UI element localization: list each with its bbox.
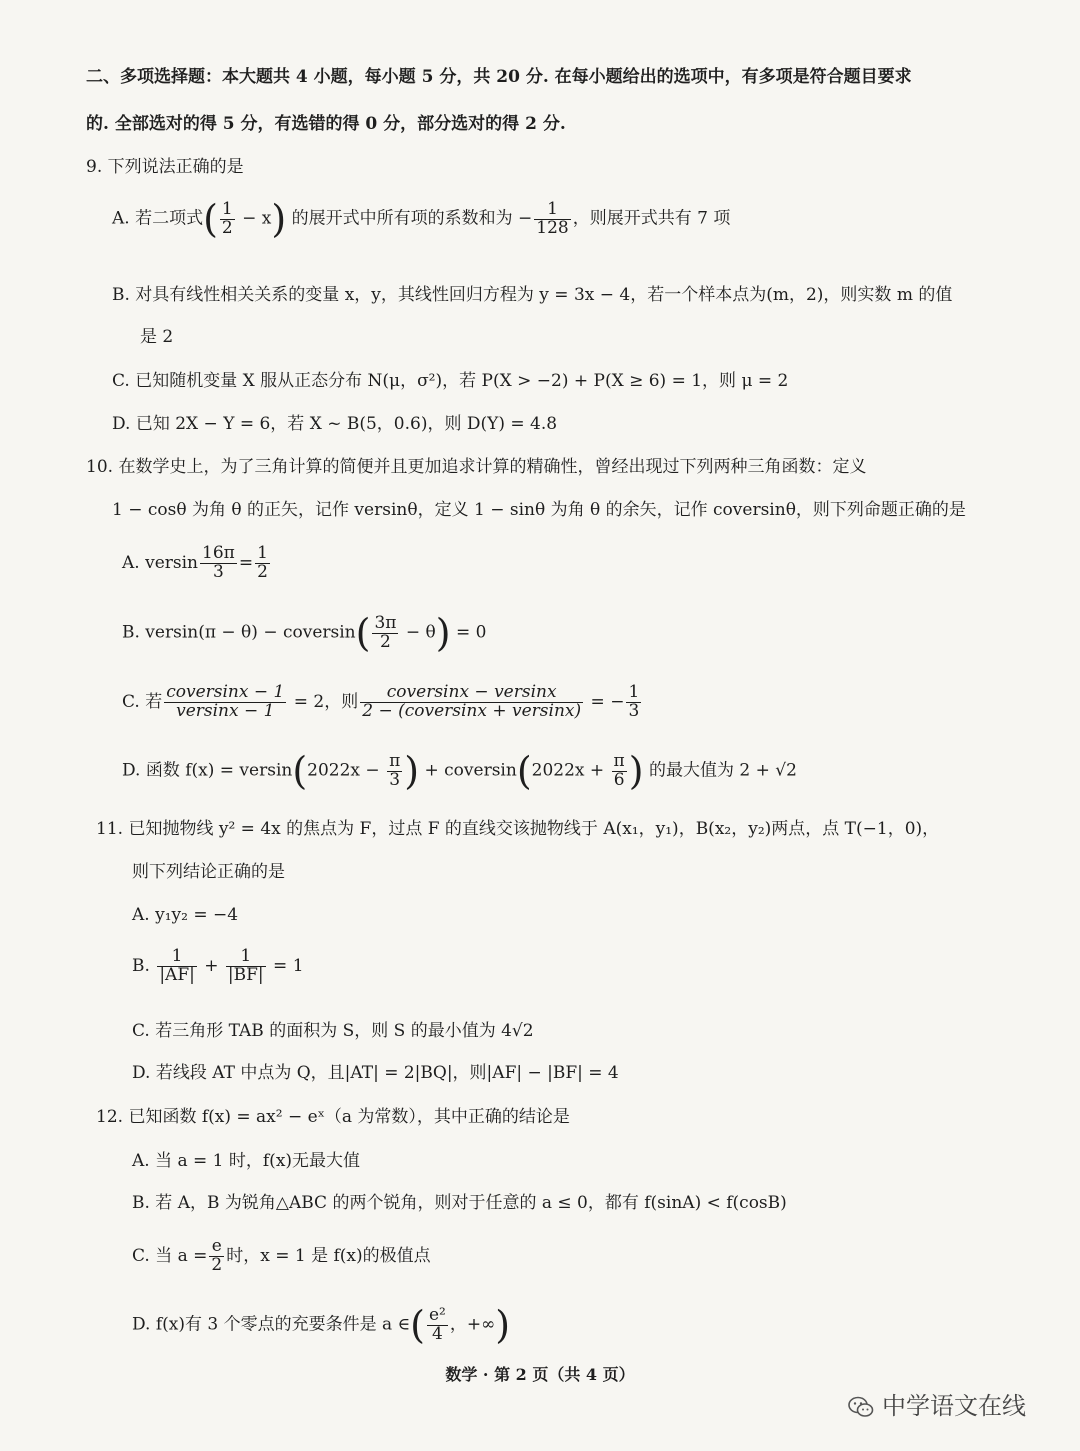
q10-stem-line1: 10. 在数学史上，为了三角计算的简便并且更加追求计算的精确性，曾经出现过下列两种三角函数：定义 [86, 457, 867, 477]
paren-left: ( [516, 749, 532, 793]
q11-b-prefix: B. [132, 955, 156, 976]
paren-right: ) [271, 197, 287, 241]
frac-den: |AF| [159, 964, 195, 985]
frac-den: 2 [221, 217, 233, 238]
paren-left: ( [355, 611, 371, 655]
frac-num: e² [428, 1304, 446, 1325]
frac-den: |BF| [227, 964, 264, 985]
q10-b-suffix: = 0 [450, 622, 487, 643]
q12-d-prefix: D. f(x)有 3 个零点的充要条件是 a ∈ [132, 1314, 411, 1335]
frac-den: 128 [536, 217, 569, 238]
paren-left: ( [292, 749, 308, 793]
q10-d-mid: + coversin [419, 760, 517, 781]
q12-option-b: B. 若 A，B 为锐角△ABC 的两个锐角，则对于任意的 a ≤ 0，都有 f(sinA) < f(cosB) [132, 1193, 787, 1213]
page-footer: 数学 · 第 2 页（共 4 页） [445, 1365, 635, 1384]
q11-option-a: A. y₁y₂ = −4 [132, 905, 239, 925]
q10-d-frac1 [387, 750, 402, 790]
frac-den: 2 [257, 561, 268, 582]
q12-d-suffix: ，+∞ [449, 1314, 496, 1335]
q12-d-frac [427, 1304, 448, 1344]
q12-c-prefix: C. 当 a = [132, 1245, 208, 1266]
q10-d-prefix: D. 函数 f(x) = versin [122, 760, 293, 781]
q10-c-frac2 [360, 684, 583, 721]
q9-option-c: C. 已知随机变量 X 服从正态分布 N(μ，σ²)，若 P(X > −2) + P(X ≥ 6) = 1，则 μ = 2 [112, 371, 789, 391]
q10-b-frac [372, 612, 398, 652]
paren-right: ) [404, 749, 420, 793]
q9-a-mid: 的展开式中所有项的系数和为 − [286, 208, 533, 229]
q10-option-c [122, 684, 643, 721]
wechat-icon [848, 1396, 874, 1418]
section-header-line1: 二、多项选择题：本大题共 4 小题，每小题 5 分，共 20 分. 在每小题给出的选项中，有多项是符合题目要求 [86, 67, 912, 87]
q11-stem-line1: 11. 已知抛物线 y² = 4x 的焦点为 F，过点 F 的直线交该抛物线于 A(x₁，y₁)，B(x₂，y₂)两点，点 T(−1，0)， [96, 819, 940, 839]
q9-a-frac [220, 198, 235, 238]
frac-num: 3π [374, 612, 397, 633]
frac-den: 2 [211, 1254, 223, 1275]
q10-d-suffix: 的最大值为 2 + √2 [643, 760, 797, 781]
paren-right: ) [495, 1303, 511, 1347]
frac-num: 1 [221, 198, 233, 219]
q10-c-eq: = − [585, 691, 625, 712]
q10-d-arg2: 2022x + [531, 760, 610, 781]
q12-c-frac [209, 1238, 224, 1275]
section-header-line2: 的. 全部选对的得 5 分，有选错的得 0 分，部分选对的得 2 分. [86, 114, 566, 134]
q11-stem-line2: 则下列结论正确的是 [132, 862, 285, 882]
q10-c-prefix: C. 若 [122, 691, 163, 712]
q11-b-plus: + [198, 955, 224, 976]
q10-b-minus: − θ [400, 622, 436, 643]
frac-den: 2 − (coversinx + versinx) [362, 700, 582, 721]
q10-a-frac [200, 545, 237, 582]
q9-option-b-line2: 是 2 [140, 327, 174, 347]
frac-den: 6 [613, 769, 625, 790]
q10-d-arg1: 2022x − [307, 760, 386, 781]
q10-option-b [122, 611, 487, 655]
q10-a-result [255, 545, 270, 582]
q10-c-frac3 [626, 684, 641, 721]
q9-option-a [112, 197, 731, 241]
paren-left: ( [410, 1303, 425, 1347]
watermark-text: 中学语文在线 [882, 1392, 1026, 1420]
paren-right: ) [435, 611, 451, 655]
q10-b-prefix: B. versin(π − θ) − coversin [122, 622, 356, 643]
q10-d-frac2 [612, 750, 627, 790]
frac-num: π [389, 750, 401, 771]
q12-option-c [132, 1238, 431, 1275]
frac-den: 2 [380, 631, 391, 652]
q10-stem-line2: 1 − cosθ 为角 θ 的正矢，记作 versinθ，定义 1 − sinθ 为角 θ 的余矢，记作 coversinθ，则下列命题正确的是 [112, 500, 966, 520]
q10-a-prefix: A. versin [122, 552, 198, 573]
frac-num: 1 [628, 682, 640, 702]
frac-num: coversinx − versinx [360, 684, 583, 703]
q11-option-d: D. 若线段 AT 中点为 Q，且|AT| = 2|BQ|，则|AF| − |BF| = 4 [132, 1063, 619, 1083]
frac-den: 3 [212, 561, 224, 582]
frac-den: 3 [389, 769, 401, 790]
frac-den: versinx − 1 [176, 700, 275, 721]
q12-option-a: A. 当 a = 1 时，f(x)无最大值 [132, 1151, 361, 1171]
q12-c-suffix: 时，x = 1 是 f(x)的极值点 [226, 1245, 431, 1266]
q10-c-mid: = 2，则 [288, 691, 359, 712]
q11-option-b [132, 948, 304, 985]
paren-right: ) [628, 749, 644, 793]
q9-a-suffix: ，则展开式共有 7 项 [572, 208, 731, 229]
frac-num: 1 [226, 948, 266, 967]
frac-num: 1 [157, 948, 197, 967]
q11-option-c: C. 若三角形 TAB 的面积为 S，则 S 的最小值为 4√2 [132, 1021, 534, 1041]
q11-b-frac1 [157, 948, 197, 985]
frac-num: coversinx − 1 [166, 682, 285, 702]
q9-a-frac2 [534, 198, 570, 238]
frac-num: 1 [534, 201, 570, 220]
q10-a-eq: = [238, 552, 254, 573]
q9-a-minus-x: − x [236, 208, 272, 229]
frac-den: 3 [628, 700, 640, 721]
frac-den: 4 [432, 1323, 443, 1344]
paren-left: ( [203, 197, 218, 241]
q10-option-d [122, 749, 797, 793]
q9-a-prefix: A. 若二项式 [112, 208, 204, 229]
frac-num: e [209, 1238, 224, 1257]
q9-option-b-line1: B. 对具有线性相关关系的变量 x，y，其线性回归方程为 y = 3x − 4，若一个样本点为(m，2)，则实数 m 的值 [112, 285, 953, 305]
q10-c-frac1 [164, 684, 286, 721]
q11-b-frac2 [226, 948, 266, 985]
q12-stem: 12. 已知函数 f(x) = ax² − eˣ（a 为常数），其中正确的结论是 [96, 1107, 570, 1127]
q10-option-a [122, 545, 272, 582]
watermark [848, 1386, 1026, 1421]
q9-option-d: D. 已知 2X − Y = 6，若 X ~ B(5，0.6)，则 D(Y) = 4.8 [112, 414, 558, 434]
q12-option-d [132, 1303, 511, 1347]
q11-b-suffix: = 1 [267, 955, 304, 976]
frac-num: 1 [257, 543, 268, 563]
q9-stem: 9. 下列说法正确的是 [86, 157, 244, 177]
frac-num: π [613, 750, 625, 771]
frac-num: 16π [202, 543, 235, 563]
